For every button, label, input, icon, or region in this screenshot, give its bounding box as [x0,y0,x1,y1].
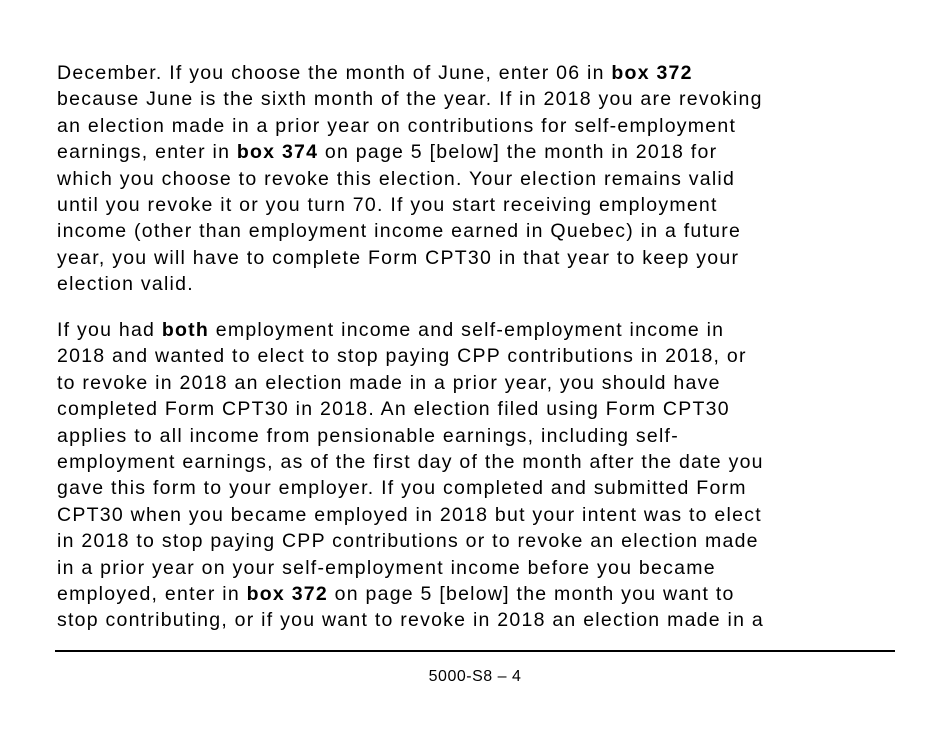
text-segment: employment income and self-employment income in [209,319,725,341]
text-line [57,370,897,396]
text-line [57,139,897,165]
page-number: 5000-S8 – 4 [428,668,522,685]
text-segment: applies to all income from pensionable earnings, including self- [57,424,679,447]
footer-divider [55,650,895,652]
text-segment: which you choose to revoke this election. Your election remains valid [57,167,736,190]
text-segment: employed, enter in [57,583,247,606]
bold-reference: box 372 [611,62,693,84]
text-line [57,317,897,343]
text-line [57,555,897,581]
text-line [57,60,897,86]
text-segment: because June is the sixth month of the year. If in 2018 you are revoking [57,88,763,111]
text-segment: income (other than employment income earned in Quebec) in a future [57,220,742,243]
text-line [57,343,897,369]
text-line [57,449,897,475]
paragraph-employment-and-self-employment [57,317,897,634]
text-line [57,502,897,528]
text-segment: in a prior year on your self-employment income before you became [57,556,716,579]
text-line [57,271,897,297]
text-segment: year, you will have to complete Form CPT30 in that year to keep your [57,246,740,269]
text-segment: gave this form to your employer. If you completed and submitted Form [57,477,747,500]
text-segment: on page 5 [below] the month in 2018 for [318,141,718,164]
text-line [57,528,897,554]
text-line [57,166,897,192]
text-segment: If you had [57,319,162,341]
text-line [57,218,897,244]
text-line [57,581,897,607]
text-segment: in 2018 to stop paying CPP contributions or to revoke an election made [57,530,759,553]
text-segment: 2018 and wanted to elect to stop paying CPP contributions in 2018, or [57,345,747,368]
text-segment: December. If you choose the month of June, enter 06 in [57,62,612,84]
paragraph-election-months [57,60,897,298]
text-line [57,475,897,501]
text-segment: on page 5 [below] the month you want to [327,583,735,606]
text-segment: until you revoke it or you turn 70. If you start receiving employment [57,194,718,217]
text-segment: CPT30 when you became employed in 2018 but your intent was to elect [57,503,762,526]
text-line [57,192,897,218]
text-segment: an election made in a prior year on contributions for self-employment [57,114,737,137]
text-segment: election valid. [57,273,194,296]
text-line [57,113,897,139]
text-segment: stop contributing, or if you want to revoke in 2018 an election made in a [57,609,764,632]
bold-reference: both [161,319,210,341]
text-line [57,396,897,422]
bold-reference: box 372 [246,583,328,606]
text-segment: earnings, enter in [57,141,237,164]
text-line [57,86,897,112]
text-line [57,607,897,633]
text-line [57,245,897,271]
text-segment: employment earnings, as of the first day of the month after the date you [57,451,764,474]
text-segment: completed Form CPT30 in 2018. An election filed using Form CPT30 [57,398,730,421]
text-segment: to revoke in 2018 an election made in a prior year, you should have [57,371,721,394]
bold-reference: box 374 [236,141,319,164]
text-line [57,423,897,449]
